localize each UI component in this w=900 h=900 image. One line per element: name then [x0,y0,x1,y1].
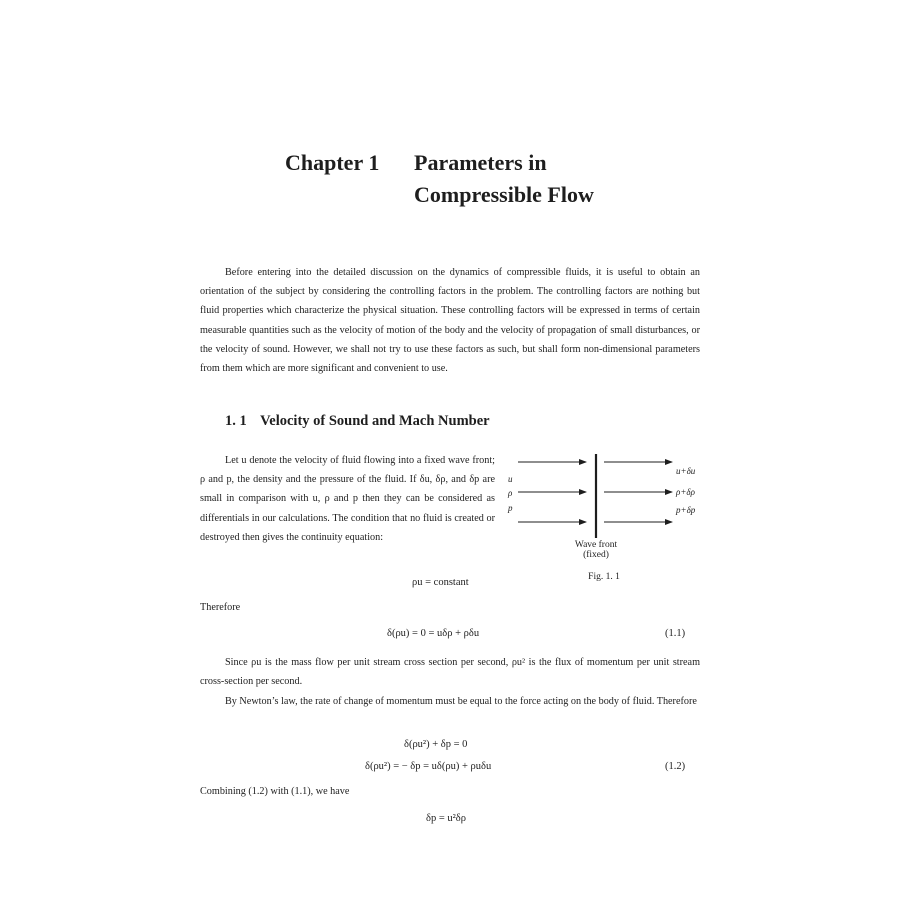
equation-1-2-line-1: δ(ρu²) + δp = 0 [404,739,468,750]
newton-paragraph: By Newton’s law, the rate of change of momentum must be equal to the force acting on the body of fluid. Therefore [225,696,697,707]
final-equation: δp = u²δρ [426,813,466,824]
wave-front-figure [500,448,715,548]
wave-front-label [556,540,636,560]
chapter-title-line-2: Compressible Flow [414,182,594,207]
equation-1-2-number: (1.2) [665,761,686,772]
chapter-number: Chapter 1 [285,150,380,175]
equation-1-1: δ(ρu) = 0 = uδρ + ρδu [387,628,480,639]
wave-front-label-line-1: Wave front [574,540,618,550]
momentum-paragraph: Since ρu is the mass flow per unit stream cross section per second, ρu² is the flux of momentum per unit stream cross-section per second. [200,657,700,688]
section-number: 1. 1 [225,413,247,429]
intro-paragraph: Before entering into the detailed discussion on the dynamics of compressible fluids, it is useful to obtain an orientation of the subject by considering the controlling factors in the problem. The controlling factors are nothing but fluid properties which characterize the physical situation. These controlling factors will be expressed in terms of certain measurable quantities such as the velocity of motion of the body and the velocity of propagation of small disturbances, or the velocity of sound. However, we shall not try to use these factors as such, but shall form non-dimensional parameters from them which are more significant and convenient to use. [200,267,700,375]
label-right-rho: ρ+δρ [676,487,695,497]
wave-front-label-line-2: (fixed) [583,550,609,560]
label-right-u: u+δu [676,466,696,476]
label-left-rho: ρ [508,488,513,498]
continuity-equation: ρu = constant [412,577,469,588]
wave-front-paragraph: Let u denote the velocity of fluid flowing into a fixed wave front; ρ and p, the density and the pressure of the fluid. If δu, δρ, and δp are small in comparison with u, ρ and p then they can be considered as differentials in our calculations. The condition that no fluid is created or destroyed then gives the continuity equation: [200,455,495,543]
section-heading [225,413,490,430]
section-title: Velocity of Sound and Mach Number [260,413,490,429]
therefore-text-1: Therefore [200,602,241,613]
equation-1-1-number: (1.1) [665,628,686,639]
label-right-p: p+δp [676,505,696,515]
combining-text: Combining (1.2) with (1.1), we have [200,786,350,797]
chapter-title-line-1: Parameters in [414,150,547,175]
label-left-u: u [508,474,513,484]
label-left-p: p [508,503,513,513]
equation-1-2-line-2: δ(ρu²) = − δp = uδ(ρu) + ρuδu [365,761,492,772]
figure-caption: Fig. 1. 1 [588,572,620,582]
